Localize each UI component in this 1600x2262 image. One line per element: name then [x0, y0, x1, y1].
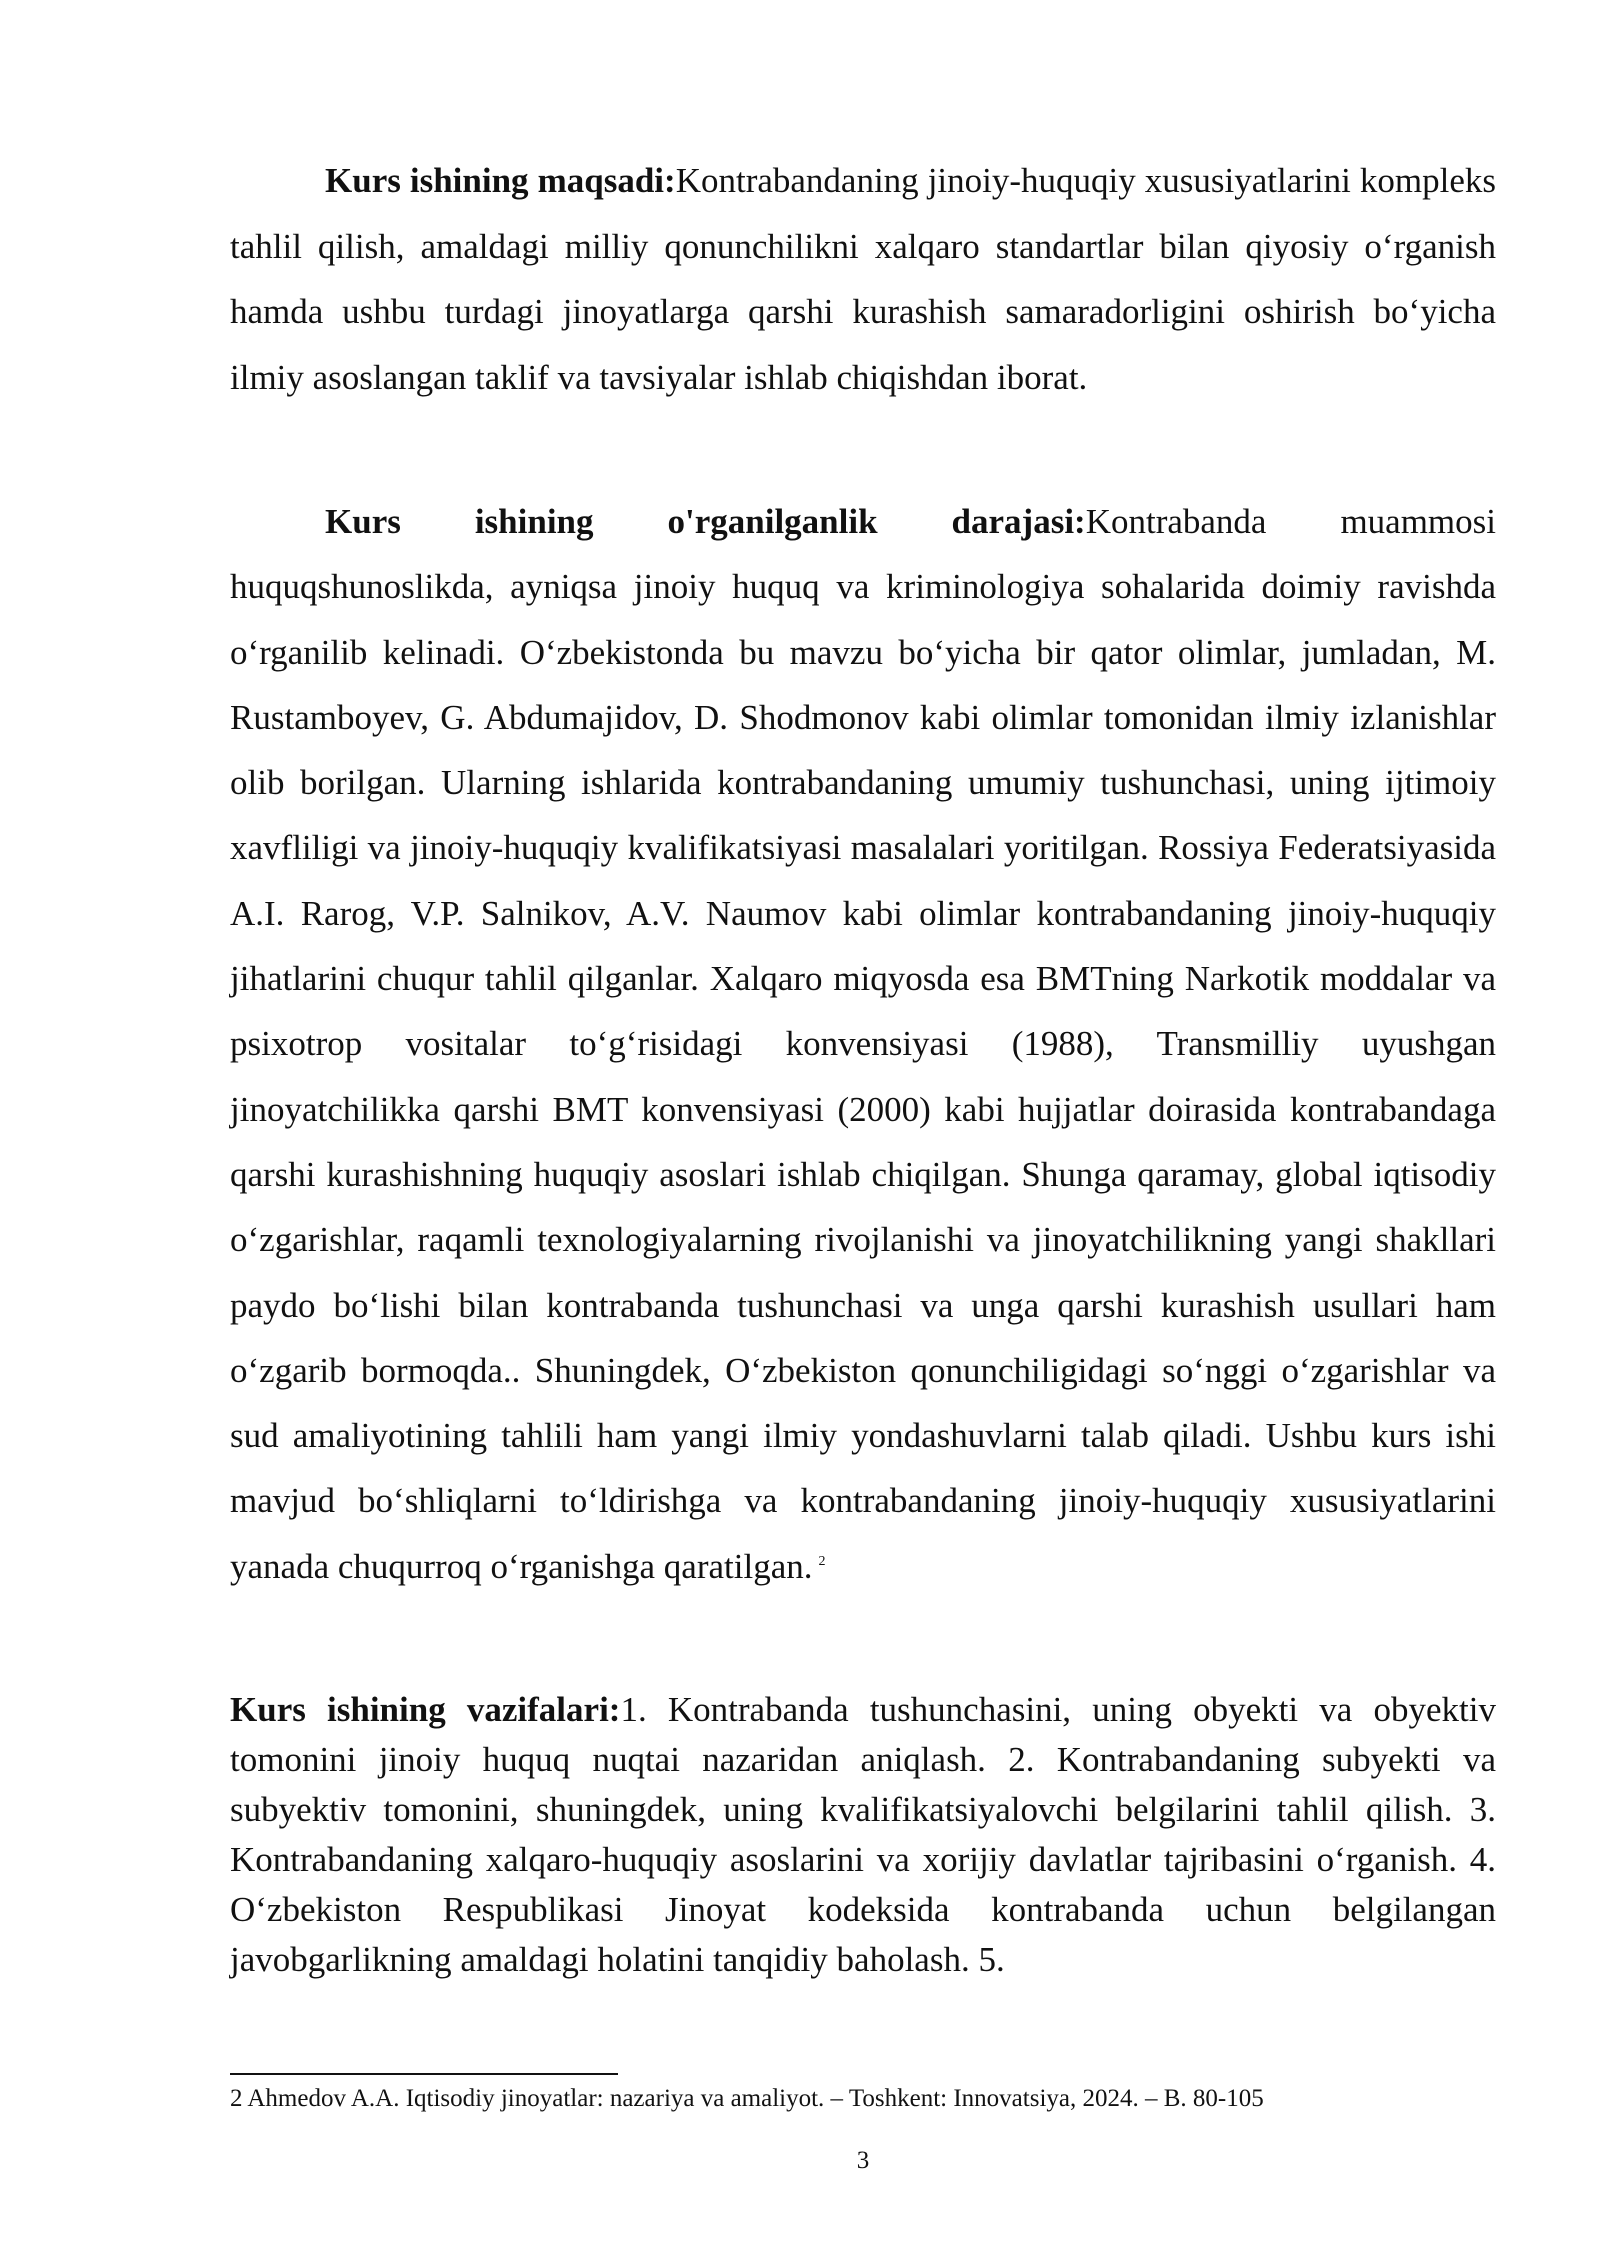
paragraph-organilganlik-heading: Kurs ishining o'rganilganlik darajasi: [325, 502, 1086, 541]
paragraph-maqsadi [230, 148, 1496, 410]
paragraph-maqsadi-heading: Kurs ishining maqsadi: [325, 161, 676, 200]
paragraph-vazifalari-heading: Kurs ishining vazifalari: [230, 1690, 621, 1729]
paragraph-organilganlik-text: Kontrabanda muammosi huquqshunoslikda, ayniqsa jinoiy huquq va kriminologiya sohalarida doimiy ravishda oʻrganilib kelinadi. Oʻzbekistonda bu mavzu boʻyicha bir qator olimlar, jumladan, M. Rustamboyev, G. Abdumajidov, D. Shodmonov kabi olimlar tomonidan ilmiy izlanishlar olib borilgan. Ularning ishlarida kontrabandaning umumiy tushunchasi, uning ijtimoiy xavfliligi va jinoiy-huquqiy kvalifikatsiyasi masalalari yoritilgan. Rossiya Federatsiyasida A.I. Rarog, V.P. Salnikov, A.V. Naumov kabi olimlar kontrabandaning jinoiy-huquqiy jihatlarini chuqur tahlil qilganlar. Xalqaro miqyosda esa BMTning Narkotik moddalar va psixotrop vositalar toʻgʻrisidagi konvensiyasi (1988), Transmilliy uyushgan jinoyatchilikka qarshi BMT konvensiyasi (2000) kabi hujjatlar doirasida kontrabandaga qarshi kurashishning huquqiy asoslari ishlab chiqilgan. Shunga qaramay, global iqtisodiy oʻzgarishlar, raqamli texnologiyalarning rivojlanishi va jinoyatchilikning yangi shakllari paydo boʻlishi bilan kontrabanda tushunchasi va unga qarshi kurashish usullari ham oʻzgarib bormoqda.. Shuningdek, Oʻzbekiston qonunchiligidagi soʻnggi oʻzgarishlar va sud amaliyotining tahlili ham yangi ilmiy yondashuvlarni talab qiladi. Ushbu kurs ishi mavjud boʻshliqlarni toʻldirishga va kontrabandaning jinoiy-huquqiy xususiyatlarini yanada chuqurroq oʻrganishga qaratilgan. [230, 502, 1496, 1586]
paragraph-vazifalari [230, 1685, 1496, 1985]
paragraph-organilganlik [230, 489, 1496, 1599]
footnote-reference[interactable]: 2 [818, 1554, 826, 1570]
footnote: 2 Ahmedov A.A. Iqtisodiy jinoyatlar: nazariya va amaliyot. – Toshkent: Innovatsiya, 2024. – B. 80-105 [230, 2085, 1264, 2112]
paragraph-maqsadi-text: Kontrabandaning jinoiy-huquqiy xususiyatlarini kompleks tahlil qilish, amaldagi milliy qonunchilikni xalqaro standartlar bilan qiyosiy oʻrganish hamda ushbu turdagi jinoyatlarga qarshi kurashish samaradorligini oshirish boʻyicha ilmiy asoslangan taklif va tavsiyalar ishlab chiqishdan iborat. [230, 161, 1496, 397]
page-number: 3 [856, 2147, 870, 2174]
paragraph-vazifalari-text: 1. Kontrabanda tushunchasini, uning obyekti va obyektiv tomonini jinoiy huquq nuqtai nazaridan aniqlash. 2. Kontrabandaning subyekti va subyektiv tomonini, shuningdek, uning kvalifikatsiyalovchi belgilarini tahlil qilish. 3. Kontrabandaning xalqaro-huquqiy asoslarini va xorijiy davlatlar tajribasini oʻrganish. 4. Oʻzbekiston Respublikasi Jinoyat kodeksida kontrabanda uchun belgilangan javobgarlikning amaldagi holatini tanqidiy baholash. 5. [230, 1690, 1496, 1979]
footnote-separator [230, 2073, 618, 2075]
